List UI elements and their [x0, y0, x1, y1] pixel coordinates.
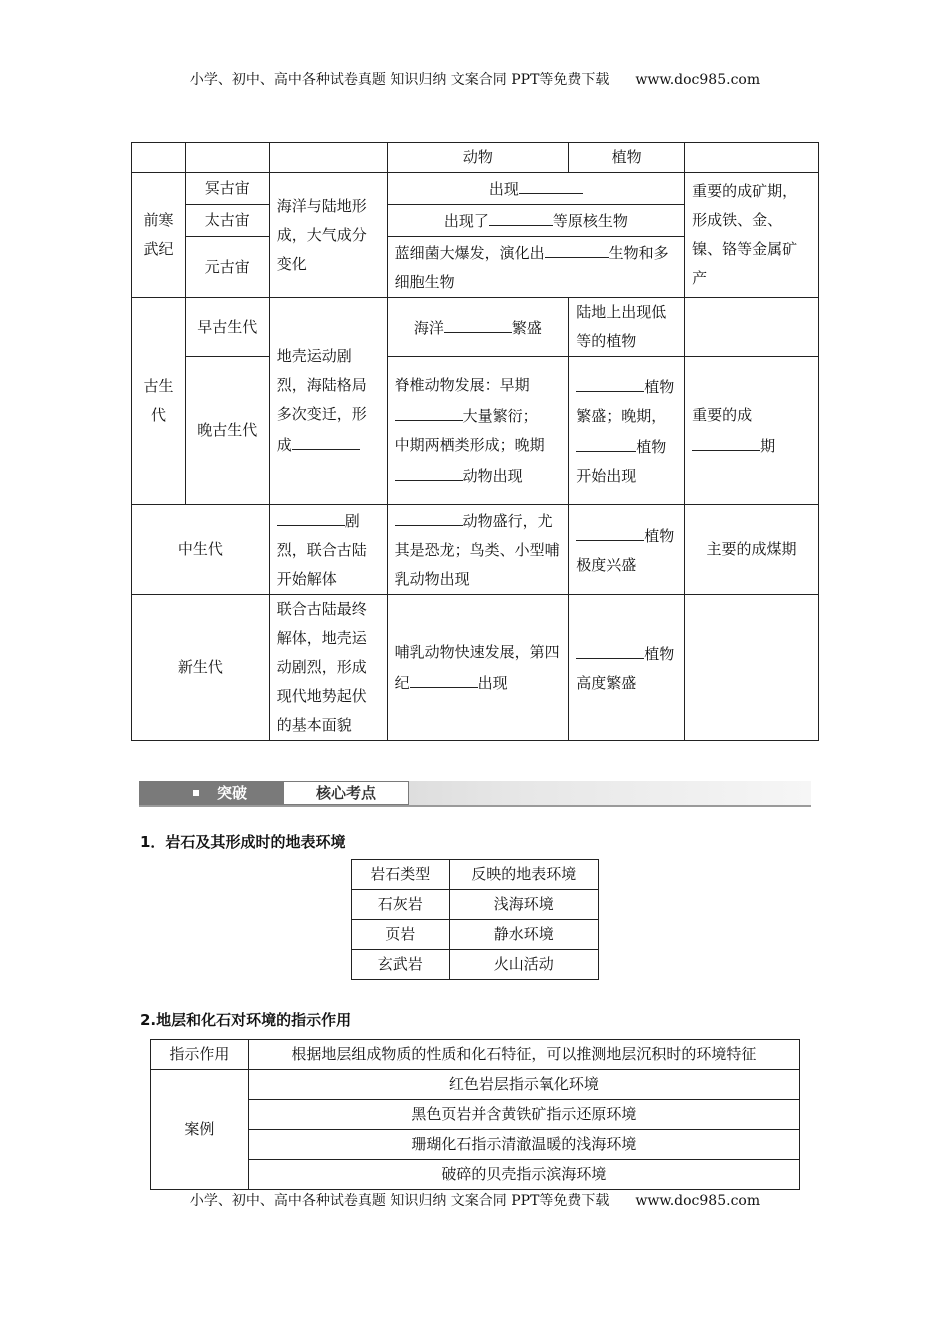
text: 剧烈，联合古陆开始解体 — [276, 512, 367, 588]
header-plant: 植物 — [569, 143, 685, 173]
text: 地壳运动剧烈，海陆格局多次变迁，形成 — [276, 347, 367, 454]
role-text: 根据地层组成物质的性质和化石特征，可以推测地层沉积时的环境特征 — [248, 1040, 799, 1070]
header-animal: 动物 — [387, 143, 569, 173]
cenozoic-crust: 联合古陆最终解体，地壳运动剧烈，形成现代地势起伏的基本面貌 — [269, 595, 387, 741]
text: 期 — [760, 436, 776, 455]
case-item: 红色岩层指示氧化环境 — [248, 1070, 799, 1100]
fill-blank[interactable] — [545, 237, 609, 258]
late-paleozoic: 晚古生代 — [185, 357, 269, 505]
case-item: 黑色页岩并含黄铁矿指示还原环境 — [248, 1100, 799, 1130]
text: 植物高度繁盛 — [576, 644, 675, 692]
cenozoic-animal — [387, 595, 569, 741]
empty-cell — [685, 595, 819, 741]
fill-blank[interactable] — [444, 312, 512, 333]
fill-blank[interactable] — [576, 371, 644, 392]
text: 海洋 — [413, 318, 444, 337]
mesozoic-mineral: 主要的成煤期 — [685, 505, 819, 595]
fill-blank[interactable] — [692, 430, 760, 451]
era-precambrian: 前寒武纪 — [132, 173, 186, 298]
early-paleozoic-animal — [387, 298, 569, 357]
square-bullet-icon — [193, 790, 199, 796]
case-item: 破碎的贝壳指示滨海环境 — [248, 1160, 799, 1190]
text: 植物极度兴盛 — [576, 526, 675, 574]
mesozoic-animal — [387, 505, 569, 595]
text: 出现 — [488, 180, 519, 198]
fill-blank[interactable] — [395, 400, 463, 421]
text: 脊椎动物发展：早期 — [394, 375, 530, 394]
case-item: 珊瑚化石指示清澈温暖的浅海环境 — [248, 1130, 799, 1160]
rock-header-env: 反映的地表环境 — [449, 860, 598, 890]
empty-cell — [685, 298, 819, 357]
era-mesozoic: 中生代 — [132, 505, 270, 595]
text: 大量繁衍； — [462, 406, 538, 425]
text: 哺乳动物快速发展，第四纪 — [394, 642, 560, 692]
page-header — [0, 70, 950, 90]
header-empty — [185, 143, 269, 173]
header-empty — [132, 143, 186, 173]
text: 繁盛 — [511, 318, 542, 337]
text: 重要的成 — [692, 405, 753, 424]
indicator-table — [150, 1039, 800, 1190]
header-empty — [685, 143, 819, 173]
fill-blank[interactable] — [410, 667, 478, 688]
footer-url: www.doc985.com — [635, 1193, 761, 1209]
text: 植物繁盛；晚期， — [576, 377, 675, 425]
text: 中期两栖类形成；晚期 — [394, 435, 545, 454]
eon-hadean: 冥古宙 — [185, 173, 269, 205]
text: 生物和多细胞生物 — [394, 244, 669, 291]
text: 蓝细菌大爆发，演化出 — [394, 244, 545, 262]
precambrian-life-2 — [387, 205, 685, 237]
text: 动物出现 — [462, 466, 523, 485]
paleozoic-crust — [269, 298, 387, 505]
precambrian-mineral: 重要的成矿期，形成铁、金、镍、铬等金属矿产 — [685, 173, 819, 298]
fill-blank[interactable] — [519, 173, 583, 194]
era-cenozoic: 新生代 — [132, 595, 270, 741]
era-paleozoic: 古生代 — [132, 298, 186, 505]
fill-blank[interactable] — [576, 638, 644, 659]
text: 植物开始出现 — [576, 437, 667, 485]
precambrian-life-1 — [387, 173, 685, 205]
early-paleozoic-plant: 陆地上出现低等的植物 — [569, 298, 685, 357]
banner-underline — [139, 805, 811, 807]
rock-type: 页岩 — [352, 920, 450, 950]
rock-env: 浅海环境 — [449, 890, 598, 920]
fill-blank[interactable] — [489, 205, 553, 226]
mesozoic-plant — [569, 505, 685, 595]
text: 等原核生物 — [552, 212, 628, 230]
fill-blank[interactable] — [395, 505, 463, 526]
precambrian-life-3 — [387, 237, 685, 298]
rock-env: 火山活动 — [449, 950, 598, 980]
section2-title: 2.地层和化石对环境的指示作用 — [140, 1011, 352, 1029]
text: 出现了 — [443, 212, 489, 230]
banner-right-label: 核心考点 — [283, 781, 409, 805]
fill-blank[interactable] — [576, 431, 636, 452]
text: 出现 — [477, 673, 508, 692]
late-paleozoic-mineral — [685, 357, 819, 505]
cenozoic-plant — [569, 595, 685, 741]
case-label: 案例 — [151, 1070, 249, 1190]
header-text: 小学、初中、高中各种试卷真题 知识归纳 文案合同 PPT等免费下载 — [189, 72, 610, 88]
rock-header-type: 岩石类型 — [352, 860, 450, 890]
page-footer — [0, 1191, 950, 1211]
fill-blank[interactable] — [395, 460, 463, 481]
rock-environment-table — [351, 859, 599, 980]
geologic-era-table — [131, 142, 819, 741]
eon-archean: 太古宙 — [185, 205, 269, 237]
rock-type: 石灰岩 — [352, 890, 450, 920]
footer-text: 小学、初中、高中各种试卷真题 知识归纳 文案合同 PPT等免费下载 — [189, 1193, 610, 1209]
late-paleozoic-plant — [569, 357, 685, 505]
fill-blank[interactable] — [576, 520, 644, 541]
fill-blank[interactable] — [277, 505, 345, 526]
banner-left-tab — [139, 781, 283, 805]
rock-type: 玄武岩 — [352, 950, 450, 980]
early-paleozoic: 早古生代 — [185, 298, 269, 357]
header-url: www.doc985.com — [635, 72, 761, 88]
section1-title: 1．岩石及其形成时的地表环境 — [140, 833, 346, 851]
precambrian-crust: 海洋与陆地形成，大气成分变化 — [269, 173, 387, 298]
banner-left-label: 突破 — [217, 784, 248, 802]
fill-blank[interactable] — [292, 429, 360, 450]
eon-proterozoic: 元古宙 — [185, 237, 269, 298]
late-paleozoic-animal — [387, 357, 569, 505]
role-label: 指示作用 — [151, 1040, 249, 1070]
section-banner — [139, 760, 811, 808]
rock-env: 静水环境 — [449, 920, 598, 950]
text: 动物盛行，尤其是恐龙；鸟类、小型哺乳动物出现 — [394, 512, 560, 588]
header-empty — [269, 143, 387, 173]
mesozoic-crust — [269, 505, 387, 595]
